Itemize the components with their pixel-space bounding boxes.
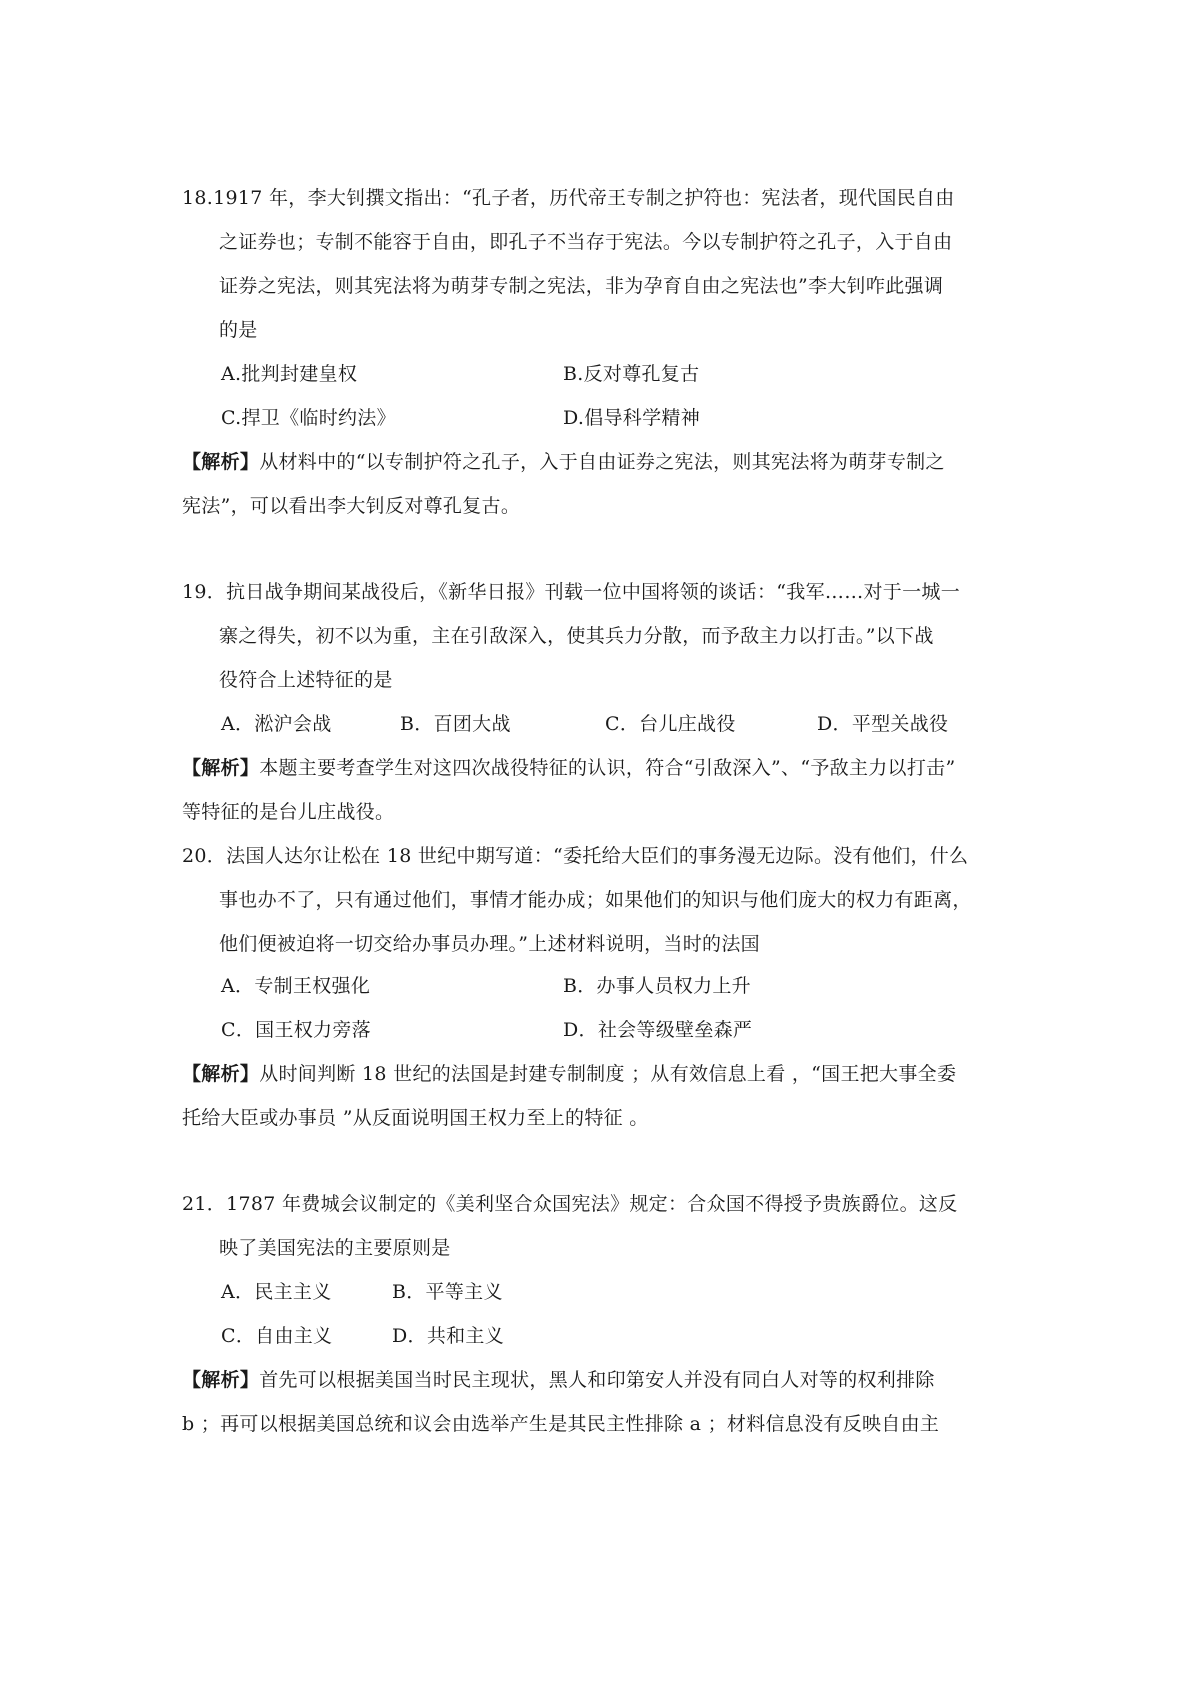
option-b: B．百团大战 — [400, 713, 511, 735]
question-stem-line: 他们便被迫将一切交给办事员办理。”上述材料说明，当时的法国 — [219, 933, 760, 955]
option-c: C．台儿庄战役 — [605, 713, 736, 735]
option-b: B．办事人员权力上升 — [563, 975, 751, 997]
analysis-line: 宪法”，可以看出李大钊反对尊孔复古。 — [182, 495, 521, 517]
analysis-label: 【解析】 — [182, 757, 260, 779]
question-stem-line: 21．1787 年费城会议制定的《美利坚合众国宪法》规定：合众国不得授予贵族爵位。这反 — [182, 1193, 958, 1215]
analysis-line: 等特征的是台儿庄战役。 — [182, 801, 395, 823]
question-stem-line: 20．法国人达尔让松在 18 世纪中期写道：“委托给大臣们的事务漫无边际。没有他们，什么 — [182, 845, 969, 867]
question-stem-line: 映了美国宪法的主要原则是 — [219, 1237, 451, 1259]
option-b: B.反对尊孔复古 — [563, 363, 700, 385]
option-c: C.捍卫《临时约法》 — [221, 407, 396, 429]
analysis-label: 【解析】 — [182, 451, 260, 473]
question-stem-line: 之证券也；专制不能容于自由，即孔子不当存于宪法。今以专制护符之孔子，入于自由 — [219, 231, 953, 253]
option-a: A．民主主义 — [221, 1281, 332, 1303]
analysis-text: 从时间判断 18 世纪的法国是封建专制制度 ；从有效信息上看 ，“国王把大事全委 — [259, 1063, 957, 1085]
question-stem-line: 寨之得失，初不以为重，主在引敌深入，使其兵力分散，而予敌主力以打击。”以下战 — [219, 625, 934, 647]
question-stem-line: 18.1917 年，李大钊撰文指出：“孔子者，历代帝王专制之护符也：宪法者，现代国民自由 — [182, 187, 955, 209]
question-stem-line: 19．抗日战争期间某战役后，《新华日报》刊载一位中国将领的谈话：“我军……对于一城一 — [182, 581, 960, 603]
analysis-label: 【解析】 — [182, 1369, 260, 1391]
analysis-line — [182, 450, 945, 474]
analysis-line: 托给大臣或办事员 ”从反面说明国王权力至上的特征 。 — [182, 1107, 649, 1129]
analysis-label: 【解析】 — [182, 1063, 260, 1085]
question-stem-line: 证券之宪法，则其宪法将为萌芽专制之宪法，非为孕育自由之宪法也”李大钊咋此强调 — [219, 275, 944, 297]
question-stem-line: 的是 — [219, 319, 258, 341]
question-stem-line: 事也办不了，只有通过他们，事情才能办成；如果他们的知识与他们庞大的权力有距离， — [219, 889, 972, 911]
option-d: D．社会等级壁垒森严 — [563, 1019, 753, 1041]
analysis-line — [182, 1368, 935, 1392]
analysis-line — [182, 756, 955, 780]
option-a: A．淞沪会战 — [221, 713, 332, 735]
analysis-text: 首先可以根据美国当时民主现状，黑人和印第安人并没有同白人对等的权利排除 — [259, 1369, 935, 1391]
analysis-line — [182, 1062, 956, 1086]
analysis-text: 本题主要考查学生对这四次战役特征的认识，符合“引敌深入”、“予敌主力以打击” — [259, 757, 956, 779]
analysis-line: b ；再可以根据美国总统和议会由选举产生是其民主性排除 a ；材料信息没有反映自由主 — [182, 1413, 940, 1435]
option-a: A.批判封建皇权 — [221, 363, 358, 385]
option-c: C．国王权力旁落 — [221, 1019, 371, 1041]
option-a: A．专制王权强化 — [221, 975, 371, 997]
option-b: B．平等主义 — [392, 1281, 503, 1303]
option-c: C．自由主义 — [221, 1325, 333, 1347]
option-d: D．共和主义 — [392, 1325, 505, 1347]
option-d: D．平型关战役 — [817, 713, 949, 735]
option-d: D.倡导科学精神 — [563, 407, 700, 429]
analysis-text: 从材料中的“以专制护符之孔子，入于自由证券之宪法，则其宪法将为萌芽专制之 — [259, 451, 945, 473]
question-stem-line: 役符合上述特征的是 — [219, 669, 393, 691]
